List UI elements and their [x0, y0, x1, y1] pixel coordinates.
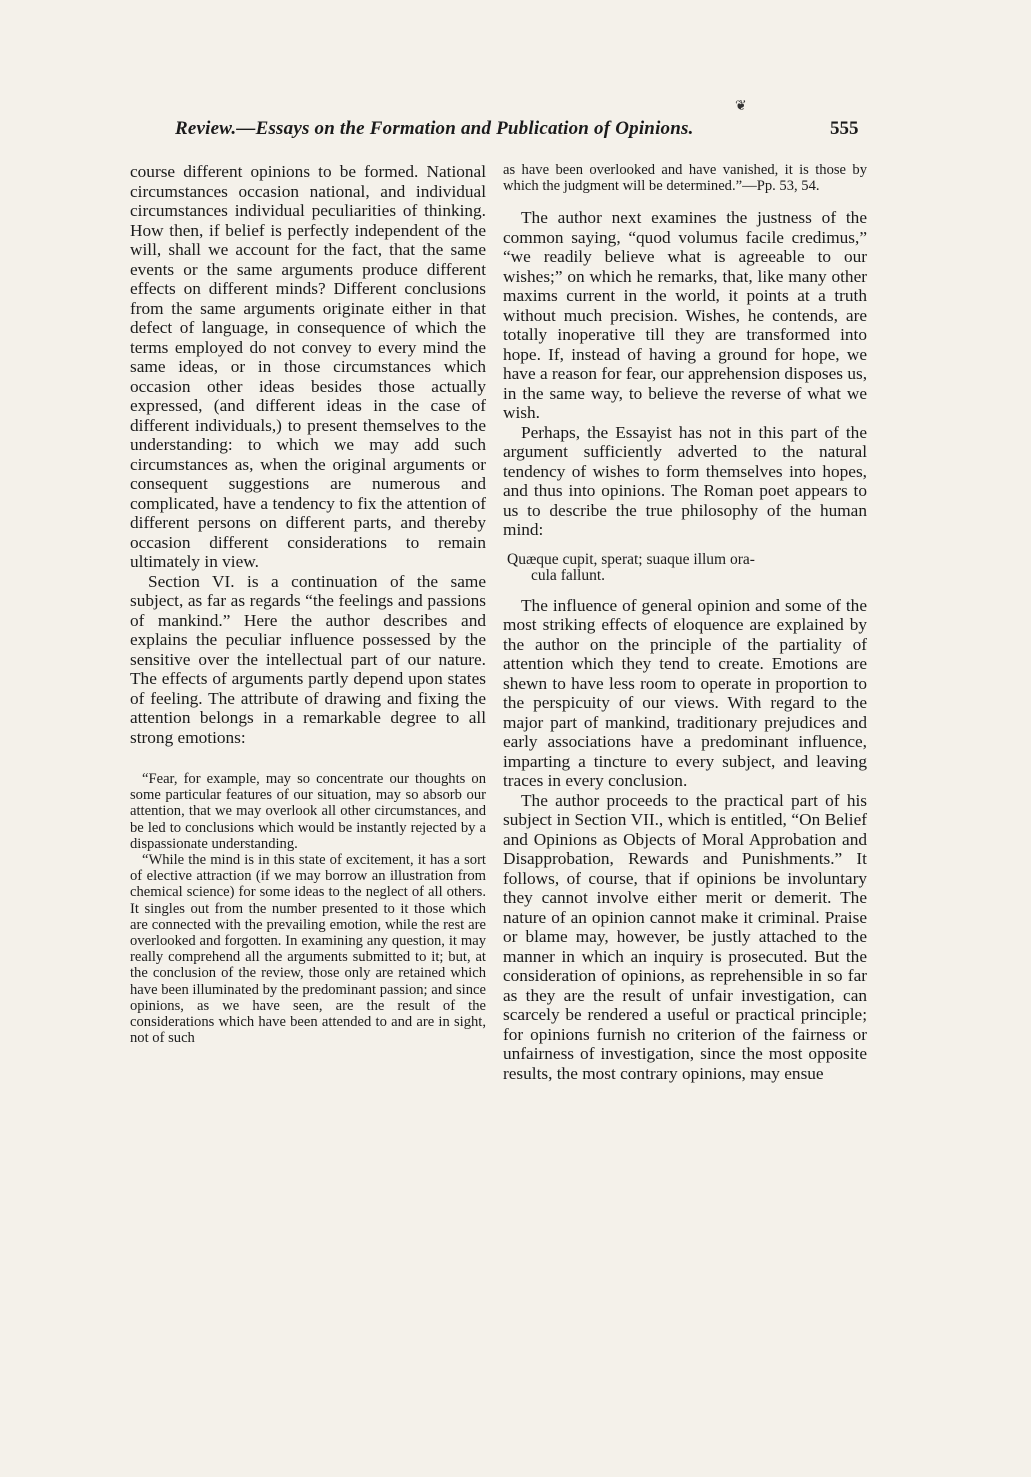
page-number: 555: [830, 118, 859, 139]
verse-line: cula fallunt.: [531, 566, 606, 584]
paragraph: Perhaps, the Essayist has not in this part of the argument sufficiently adverted to the natural tendency of wishes to form themselves into hopes, and thus into opinions. The Roman poet appears to us to describe the true philosophy of the human mind:: [503, 422, 867, 540]
ornament-icon: ❦: [735, 98, 747, 114]
verse-line: Quæque cupit, sperat; suaque illum ora-: [507, 550, 755, 568]
running-head: Review.—Essays on the Formation and Publication of Opinions.: [175, 118, 694, 139]
block-quote: “While the mind is in this state of excitement, it has a sort of elective attraction (if we may borrow an illustration from chemical science) for some ideas to the neglect of all others. It singles out from the number presented to it those which are connected with the prevailing emotion, while the rest are overlooked and forgotten. In examining any question, it may really comprehend all the arguments submitted to it; but, at the conclusion of the review, those only are retained which have been illuminated by the predominant passion; and since opinions, as we have seen, are the result of the considerations which have been attended to and are in sight, not of such: [130, 852, 486, 1047]
paragraph: The author proceeds to the practical part of his subject in Section VII., which is entitled, “On Belief and Opinions as Objects of Moral Approbation and Disapprobation, Rewards and Punishments.” It follows, of course, that if opinions be involuntary they cannot involve either merit or demerit. The nature of an opinion cannot make it criminal. Praise or blame may, however, be justly attached to the manner in which an inquiry is prosecuted. But the consideration of opinions, as reprehensible in so far as they are the result of unfair investigation, can scarcely be rendered a useful or practical principle; for opinions furnish no criterion of the fairness or unfairness of investigation, since the most opposite results, the most contrary opinions, may ensue: [503, 790, 867, 1083]
paragraph: The influence of general opinion and some of the most striking effects of eloquence are explained by the author on the principle of the partiality of attention which they tend to create. Emotions are shewn to have less room to operate in proportion to the perspicuity of our views. With regard to the major part of mankind, traditionary prejudices and early associations have a predominant influence, imparting a tincture to every subject, and leaving traces in every conclusion.: [503, 595, 867, 791]
block-quote: as have been overlooked and have vanished, it is those by which the judgment will be determined.”—Pp. 53, 54.: [503, 162, 867, 195]
right-column: [503, 162, 867, 1083]
latin-verse: [503, 552, 867, 584]
paragraph: course different opinions to be formed. National circumstances occasion national, and individual circumstances individual peculiarities of thinking. How then, if belief is perfectly independent of the will, shall we account for the fact, that the same events or the same arguments produce different effects on different minds? Different conclusions from the same arguments originate either in that defect of language, in consequence of which the terms employed do not convey to every mind the same ideas, or in those circumstances which occasion other ideas besides those actually expressed, (and different ideas in the case of different individuals,) to present themselves to the understanding: to which we may add such circumstances as, when the original arguments or consequent suggestions are numerous and complicated, have a tendency to fix the attention of different persons on different parts, and thereby occasion different considerations to remain ultimately in view.: [130, 162, 486, 571]
left-column: [130, 162, 486, 1046]
paragraph: The author next examines the justness of the common saying, “quod volumus facile credimus,” “we readily believe what is agreeable to our wishes;” on which he remarks, that, like many other maxims current in the world, it points at a truth without much precision. Wishes, he contends, are totally inoperative till they are transformed into hope. If, instead of having a ground for hope, we have a reason for fear, our apprehension disposes us, in the same way, to believe the reverse of what we wish.: [503, 208, 868, 423]
paragraph: Section VI. is a continuation of the same subject, as far as regards “the feelings and passions of mankind.” Here the author describes and explains the peculiar influence possessed by the sensitive over the intellectual part of our nature. The effects of arguments partly depend upon states of feeling. The attribute of drawing and fixing the attention belongs in a remarkable degree to all strong emotions:: [130, 571, 486, 747]
block-quote: “Fear, for example, may so concentrate our thoughts on some particular features of our situation, may so absorb our attention, that we may overlook all other circumstances, and be led to conclusions which would be instantly rejected by a dispassionate understanding.: [130, 771, 486, 852]
